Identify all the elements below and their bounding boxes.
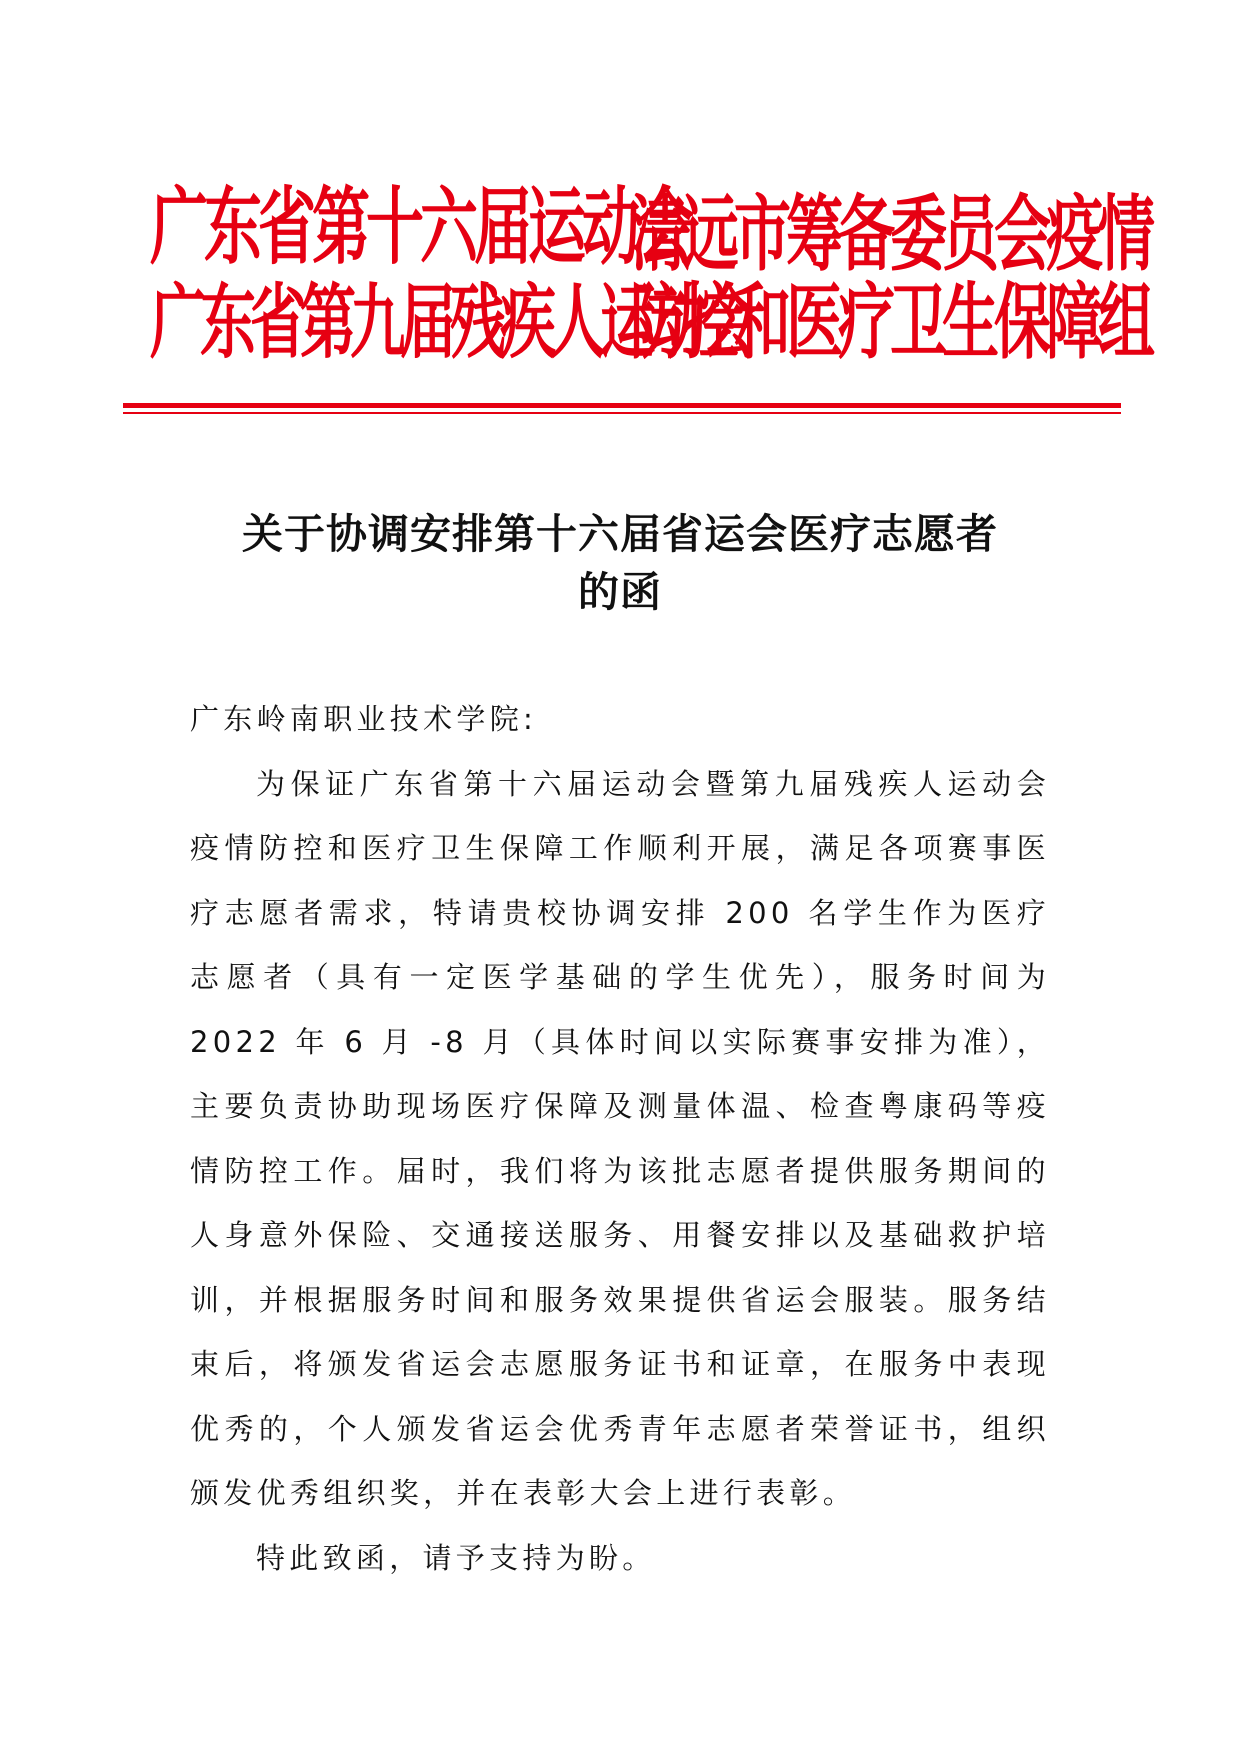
letterhead-right-line-2: 防控和医疗卫生保障组 [630,273,1150,371]
letterhead-left-line-1: 广东省第十六届运动会 [150,177,691,277]
letterhead-divider-thin [123,412,1121,414]
body-paragraph: 为保证广东省第十六届运动会暨第九届残疾人运动会疫情防控和医疗卫生保障工作顺利开展，满足各项赛事医疗志愿者需求，特请贵校协调安排 200 名学生作为医疗志愿者（具有一定医学基础的学生优先），服务时间为 2022 年 6 月 -8 月（具体时间以实际赛事安排为准），主要负责协助现场医疗保障及测量体温、检查粤康码等疫情防控工作。届时，我们将为该批志愿者提供服务期间的人身意外保险、交通接送服务、用餐安排以及基础救护培训，并根据服务时间和服务效果提供省运会服装。服务结束后，将颁发省运会志愿服务证书和证章，在服务中表现优秀的，个人颁发省运会优秀青年志愿者荣誉证书，组织颁发优秀组织奖，并在表彰大会上进行表彰。 [190,766,1050,1510]
letterhead-left-line-2: 广东省第九届残疾人运动会 [150,275,750,371]
letterhead-divider-thick [123,403,1121,408]
letterhead-right-line-1: 清远市筹备委员会疫情 [630,185,1150,283]
document-title-line-1: 关于协调安排第十六届省运会医疗志愿者 [242,510,998,558]
closing-line: 特此致函，请予支持为盼。 [256,1540,656,1575]
letterhead [150,150,1150,390]
salutation: 广东岭南职业技术学院: [190,702,538,736]
document-title [150,505,1090,621]
letter-body [190,687,1050,1590]
document-title-line-2: 的函 [578,568,662,616]
